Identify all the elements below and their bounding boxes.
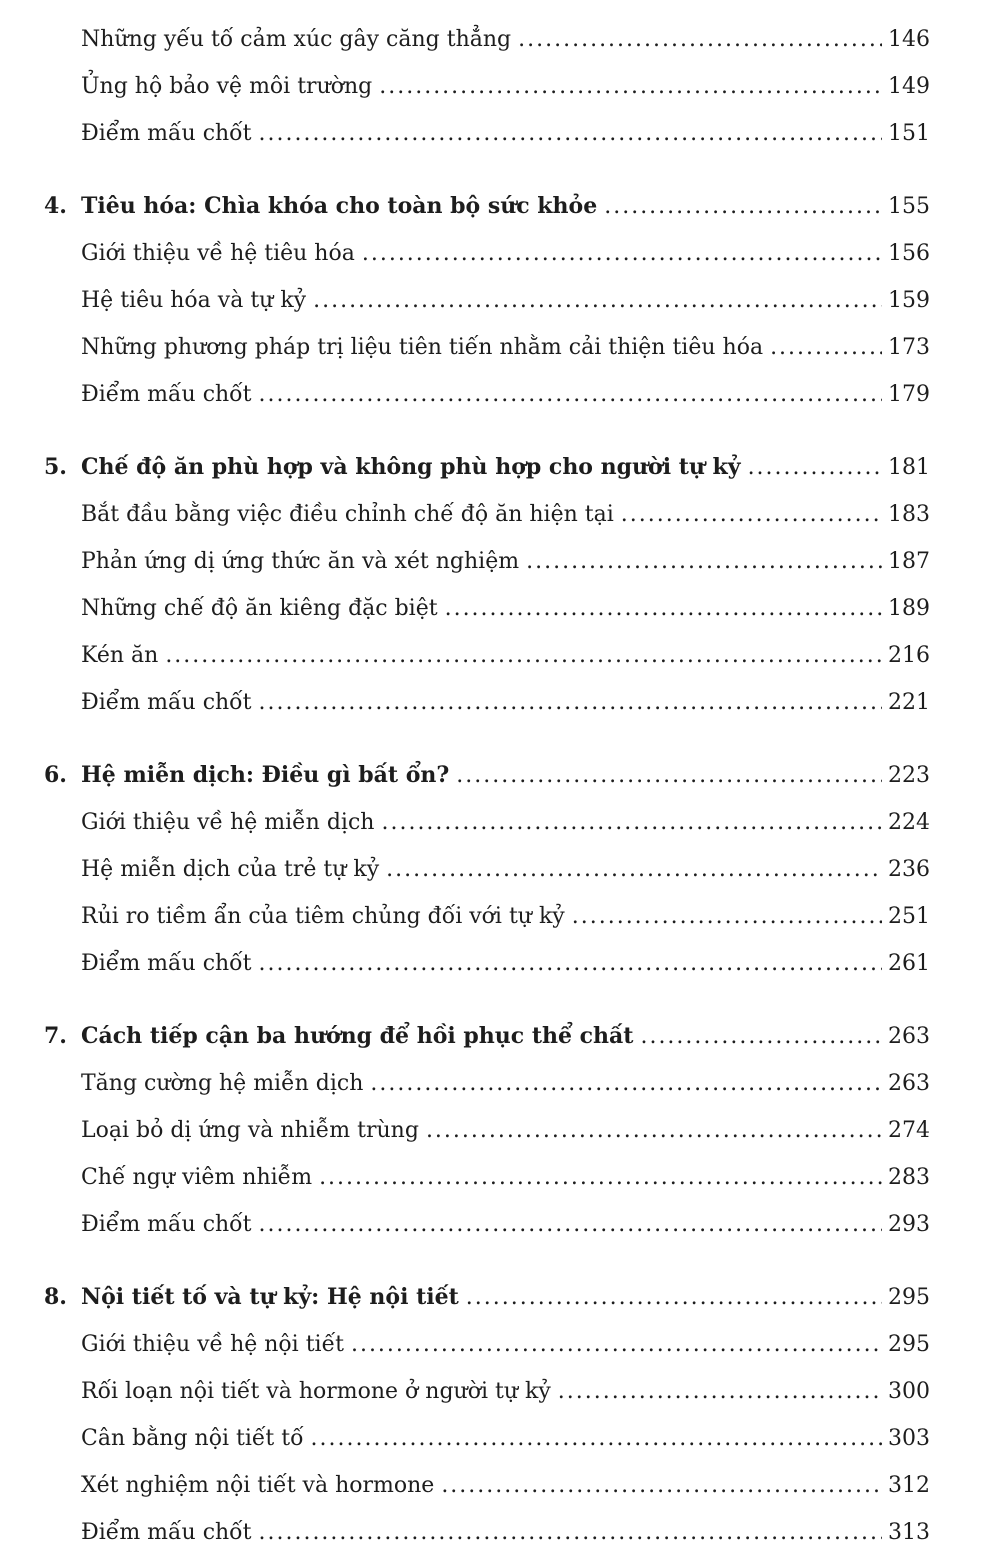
toc-page-number: 216 [888, 643, 930, 668]
dot-leader [748, 444, 882, 491]
dot-leader [770, 324, 882, 371]
dot-leader [640, 1013, 882, 1060]
toc-page-number: 189 [888, 596, 930, 621]
toc-page-number: 236 [888, 857, 930, 882]
dot-leader [258, 371, 882, 418]
toc-entry-label: Rủi ro tiềm ẩn của tiêm chủng đối với tự kỷ [81, 904, 565, 929]
toc-page-number: 300 [888, 1379, 930, 1404]
dot-leader [258, 940, 882, 987]
toc-entry [44, 277, 930, 324]
dot-leader [426, 1107, 882, 1154]
toc-entry [44, 1154, 930, 1201]
toc-chapter-entry [44, 1274, 930, 1321]
toc-entry [44, 585, 930, 632]
toc-entry [44, 491, 930, 538]
toc-entry [44, 632, 930, 679]
dot-leader [381, 799, 882, 846]
toc-entry-label: Chế ngự viêm nhiễm [81, 1165, 313, 1190]
toc-entry-label: Xét nghiệm nội tiết và hormone [81, 1473, 435, 1498]
toc-page-number: 295 [888, 1285, 930, 1310]
dot-leader [456, 752, 882, 799]
toc-entry-label: Giới thiệu về hệ nội tiết [81, 1332, 344, 1357]
toc-page-number: 295 [888, 1332, 930, 1357]
dot-leader [621, 491, 882, 538]
dot-leader [258, 1509, 882, 1556]
toc-entry-label: Tiêu hóa: Chìa khóa cho toàn bộ sức khỏe [81, 193, 598, 219]
toc-page-number: 151 [888, 121, 930, 146]
dot-leader [466, 1274, 882, 1321]
toc-page-number: 224 [888, 810, 930, 835]
toc-page-number: 251 [888, 904, 930, 929]
dot-leader [445, 585, 882, 632]
chapter-number: 5. [44, 454, 67, 480]
toc-page-number: 303 [888, 1426, 930, 1451]
toc-entry [44, 1201, 930, 1248]
toc-entry [44, 110, 930, 157]
toc-page-number: 187 [888, 549, 930, 574]
dot-leader [258, 1201, 882, 1248]
dot-leader [441, 1462, 882, 1509]
toc-page-number: 179 [888, 382, 930, 407]
dot-leader [362, 230, 882, 277]
toc-entry-label: Ủng hộ bảo vệ môi trường [81, 74, 373, 99]
toc-entry [44, 1060, 930, 1107]
toc-entry-label: Cân bằng nội tiết tố [81, 1426, 304, 1451]
toc-entry [44, 324, 930, 371]
dot-leader [351, 1321, 882, 1368]
toc-entry-label: Kén ăn [81, 643, 159, 668]
toc-chapter-entry [44, 444, 930, 491]
toc-chapter-entry [44, 1013, 930, 1060]
toc-entry-label: Nội tiết tố và tự kỷ: Hệ nội tiết [81, 1284, 459, 1310]
toc-entry [44, 799, 930, 846]
dot-leader [370, 1060, 882, 1107]
toc-entry [44, 230, 930, 277]
toc-entry-label: Những chế độ ăn kiêng đặc biệt [81, 596, 438, 621]
toc-entry-label: Giới thiệu về hệ tiêu hóa [81, 241, 355, 266]
toc-page-number: 181 [888, 455, 930, 480]
toc-chapter-entry [44, 183, 930, 230]
toc-page-number: 312 [888, 1473, 930, 1498]
toc-page-number: 263 [888, 1071, 930, 1096]
toc-entry-label: Điểm mấu chốt [81, 1520, 252, 1545]
toc-entry [44, 16, 930, 63]
toc-page-number: 221 [888, 690, 930, 715]
toc-entry-label: Điểm mấu chốt [81, 121, 252, 146]
dot-leader [558, 1368, 882, 1415]
toc-entry-label: Chế độ ăn phù hợp và không phù hợp cho người tự kỷ [81, 454, 741, 480]
toc-entry-label: Loại bỏ dị ứng và nhiễm trùng [81, 1118, 419, 1143]
toc-entry [44, 1509, 930, 1556]
toc-page-number: 263 [888, 1024, 930, 1049]
toc-entry [44, 1107, 930, 1154]
toc-entry-label: Những phương pháp trị liệu tiên tiến nhằm cải thiện tiêu hóa [81, 335, 764, 360]
chapter-number: 7. [44, 1023, 67, 1049]
toc-entry-label: Điểm mấu chốt [81, 1212, 252, 1237]
toc-entry [44, 679, 930, 726]
dot-leader [386, 846, 882, 893]
toc-page-number: 293 [888, 1212, 930, 1237]
toc-entry [44, 1415, 930, 1462]
toc-list [44, 16, 930, 1556]
toc-entry-label: Điểm mấu chốt [81, 951, 252, 976]
toc-page-number: 155 [888, 194, 930, 219]
toc-entry [44, 846, 930, 893]
toc-entry-label: Phản ứng dị ứng thức ăn và xét nghiệm [81, 549, 520, 574]
toc-entry-label: Điểm mấu chốt [81, 382, 252, 407]
toc-page-number: 283 [888, 1165, 930, 1190]
toc-entry-label: Giới thiệu về hệ miễn dịch [81, 810, 375, 835]
toc-entry-label: Cách tiếp cận ba hướng để hồi phục thể chất [81, 1023, 634, 1049]
toc-page-number: 274 [888, 1118, 930, 1143]
dot-leader [518, 16, 882, 63]
toc-entry-label: Điểm mấu chốt [81, 690, 252, 715]
toc-entry-label: Hệ miễn dịch của trẻ tự kỷ [81, 857, 380, 882]
toc-entry [44, 371, 930, 418]
toc-entry [44, 940, 930, 987]
chapter-number: 4. [44, 193, 67, 219]
toc-page-number: 149 [888, 74, 930, 99]
dot-leader [311, 1415, 882, 1462]
toc-entry-label: Những yếu tố cảm xúc gây căng thẳng [81, 27, 512, 52]
toc-page-number: 159 [888, 288, 930, 313]
toc-page-number: 223 [888, 763, 930, 788]
dot-leader [379, 63, 882, 110]
toc-entry [44, 1368, 930, 1415]
dot-leader [319, 1154, 882, 1201]
toc-entry [44, 538, 930, 585]
chapter-number: 8. [44, 1284, 67, 1310]
dot-leader [313, 277, 882, 324]
dot-leader [165, 632, 882, 679]
toc-entry [44, 1462, 930, 1509]
toc-entry [44, 1321, 930, 1368]
toc-entry-label: Rối loạn nội tiết và hormone ở người tự kỷ [81, 1379, 551, 1404]
toc-entry [44, 893, 930, 940]
toc-entry [44, 63, 930, 110]
toc-page-number: 261 [888, 951, 930, 976]
toc-entry-label: Tăng cường hệ miễn dịch [81, 1071, 364, 1096]
toc-page-number: 183 [888, 502, 930, 527]
dot-leader [258, 679, 882, 726]
dot-leader [604, 183, 882, 230]
dot-leader [572, 893, 882, 940]
toc-page-number: 146 [888, 27, 930, 52]
toc-entry-label: Hệ tiêu hóa và tự kỷ [81, 288, 307, 313]
toc-chapter-entry [44, 752, 930, 799]
chapter-number: 6. [44, 762, 67, 788]
toc-page-number: 313 [888, 1520, 930, 1545]
dot-leader [526, 538, 882, 585]
toc-entry-label: Hệ miễn dịch: Điều gì bất ổn? [81, 762, 450, 788]
toc-entry-label: Bắt đầu bằng việc điều chỉnh chế độ ăn hiện tại [81, 502, 614, 527]
toc-page-number: 173 [888, 335, 930, 360]
toc-page-number: 156 [888, 241, 930, 266]
dot-leader [258, 110, 882, 157]
